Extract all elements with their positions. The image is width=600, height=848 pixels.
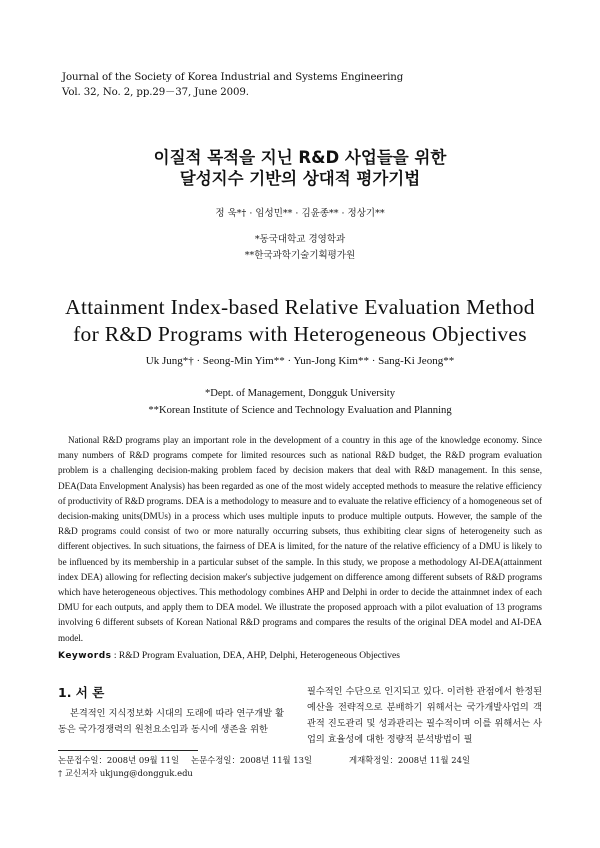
journal-name: Journal of the Society of Korea Industrial and Systems Engineering	[62, 72, 404, 83]
footnote-divider	[58, 750, 198, 751]
footnotes	[58, 754, 470, 779]
introduction-paragraph-right: 필수적인 수단으로 인지되고 있다. 이러한 관점에서 한정된 예산을 전략적으로 분배하기 위해서는 국가개발사업의 객관적 진도관리 및 성과관리는 필수적이며 이를 위해서는 사업의 효율성에 대한 정량적 분석방법이 필	[307, 686, 542, 745]
footnote-dates	[58, 754, 470, 767]
keywords-label: Keywords	[58, 651, 112, 661]
korean-title-line-2: 달성지수 기반의 상대적 평가기법	[179, 169, 421, 188]
revised-date: 논문수정일：2008년 11월 13일	[191, 755, 313, 765]
abstract-text: National R&D programs play an important role in the development of a country in this age of the knowledge economy. Since many numbers of R&D programs compete for limited resources such as national R&D budget, the R&D program evaluation problem is a challenging decision-making problem faced by decision makers that deal with R&D management. In this sense, DEA(Data Envelopment Analysis) has been regarded as one of the most widely accepted methods to measure the relative efficiency of productivity of R&D programs. DEA is a methodology to measure and to evaluate the relative efficiency of a homogeneous set of decision-making units(DMUs) in a process which uses multiple inputs to produce multiple outputs. However, the sample of the R&D programs could consist of two or more naturally occurring subsets, thus exhibiting clear signs of heterogeneity such as different objectives. In such situations, the fairness of DEA is limited, for the nature of the relative efficiency of a DMU is likely to be influenced by its membership in a particular subset of the sample. In this study, we propose a methodology AI-DEA(attainment index DEA) allowing for reflecting decision maker's subjective judgement on difference among different subsets of R&D programs which have heterogeneous objectives. This methodology combines AHP and Delphi in order to decide the attainmnet index of each DMU for each outputs, and apply them to DEA model. We illustrate the proposed approach with a pilot evaluation of 13 programs involving 6 different subsets of Korean National R&D programs and compares the results of the original DEA model and AI-DEA model.	[58, 435, 542, 643]
accepted-date: 게재확정일：2008년 11월 24일	[349, 755, 471, 765]
body-column-right	[307, 684, 542, 748]
english-authors: Uk Jung*† · Seong-Min Yim** · Yun-Jong Kim** · Sang-Ki Jeong**	[145, 355, 455, 367]
english-affiliations	[0, 386, 600, 419]
korean-authors: 정 욱*† · 임성민** · 김윤종** · 정상기**	[215, 208, 385, 219]
korean-affiliation-1: *동국대학교 경영학과	[254, 234, 346, 245]
body-column-left	[58, 684, 284, 738]
korean-affiliations	[0, 232, 600, 264]
korean-title-line-1: 이질적 목적을 지닌 R&D 사업들을 위한	[153, 148, 447, 167]
english-affiliation-1: *Dept. of Management, Dongguk University	[204, 388, 396, 399]
english-title-line-1: Attainment Index-based Relative Evaluation Method	[65, 295, 535, 319]
keywords	[58, 651, 400, 661]
corresponding-author: † 교신저자 ukjung@dongguk.edu	[58, 767, 193, 778]
english-title-line-2: for R&D Programs with Heterogeneous Objectives	[73, 322, 527, 346]
introduction-paragraph-left: 본격적인 지식정보화 시대의 도래에 따라 연구개발 활동은 국가경쟁력의 원천요소임과 동시에 생존을 위한	[58, 708, 284, 735]
received-date: 논문접수일：2008년 09월 11일	[58, 755, 180, 765]
english-affiliation-2: **Korean Institute of Science and Technology Evaluation and Planning	[148, 404, 452, 416]
journal-volume: Vol. 32, No. 2, pp.29－37, June 2009.	[62, 87, 249, 98]
korean-affiliation-2: **한국과학기술기획평가원	[244, 250, 356, 261]
abstract	[58, 433, 542, 646]
journal-header	[62, 70, 403, 100]
section-heading-introduction: 1. 서 론	[58, 685, 105, 700]
keywords-text: : R&D Program Evaluation, DEA, AHP, Delphi, Heterogeneous Objectives	[113, 651, 400, 661]
korean-title	[0, 147, 600, 189]
english-title	[0, 294, 600, 348]
